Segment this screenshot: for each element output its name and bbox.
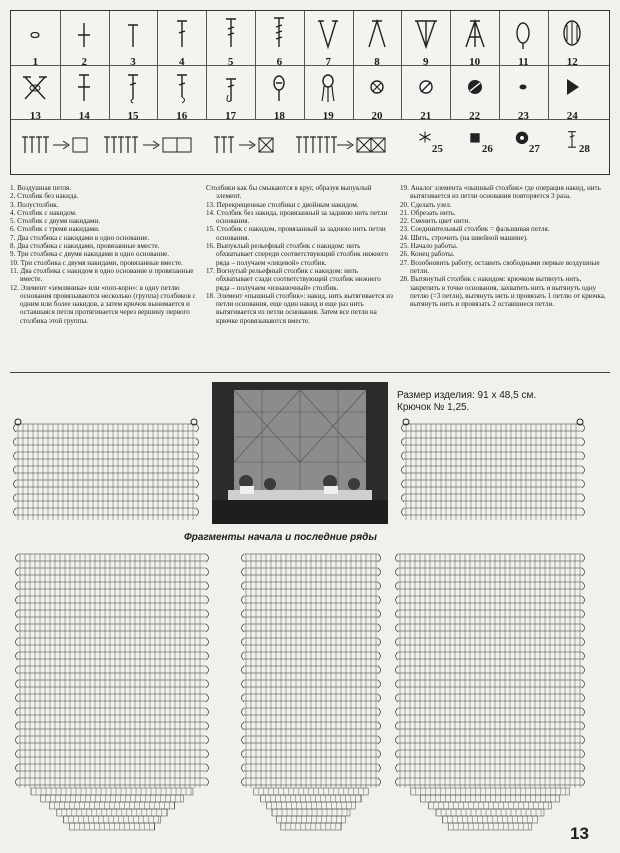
legend-item: 23. Соединительный столбик = фальшивая петля.	[400, 225, 550, 234]
chart-bottom-left	[12, 548, 212, 838]
legend-item: 18. Элемент «пышный столбик»: накид, нить вытягивается из петли основания, еще один накид и еще раз нить вытягивается из петли основания. Затем все петли на крючке провязываются вместе.	[206, 291, 393, 325]
legend-item: 16. Выпуклый рельефный столбик с накидом: нить обхватывает спереди соответствующий столбик нижнего ряда – получаем «лицевой» столбик.	[206, 242, 389, 267]
relief-back-icon	[167, 69, 197, 105]
size-info	[397, 390, 536, 414]
symbol-number: 23	[517, 110, 529, 122]
arrow-right-icon	[557, 69, 587, 105]
legend-item: 10. Три столбика с двумя накидами, провязанные вместе.	[10, 258, 183, 267]
size-line: Размер изделия: 91 х 48,5 см.	[397, 390, 537, 401]
symbol-number: 19	[322, 110, 334, 122]
symbol-number: 14	[78, 110, 90, 122]
legend-item: 28. Вытянутый столбик с накидом: крючком вытянуть нить, закрепить в точке основания, захватить нить и вытянуть одну петлю (=3 петли), вытянуть нить и провязать 1 петлю от крючка, вытянуть нить и провязать 2 оставшиеся петли.	[400, 275, 606, 309]
legend-item: 26. Конец работы.	[400, 250, 455, 259]
section-divider	[10, 372, 610, 373]
treble-crochet-icon	[216, 15, 246, 51]
v-two-dc-icon	[313, 15, 343, 51]
legend-item: 6. Столбик с тремя накидами.	[10, 225, 100, 234]
sew-circle-icon	[460, 69, 490, 105]
legend-item: 13. Перекрещенные столбики с двойным накидом.	[206, 200, 359, 209]
relief-front-icon	[118, 69, 148, 105]
curtain-photo	[212, 382, 388, 524]
legend-item: 1. Воздушная петля.	[10, 184, 72, 192]
chart-bottom-right	[392, 548, 588, 838]
symbol-number: 27	[528, 143, 540, 155]
cluster-icon	[460, 15, 490, 51]
symbol-cell	[353, 11, 402, 66]
legend-item: 14. Столбик без накида, провязанный за заднюю нить петли основания.	[206, 208, 388, 226]
symbol-number: 5	[227, 56, 234, 68]
symbol-number: 22	[469, 110, 481, 122]
symbol-cell	[255, 11, 304, 66]
legend-item: 9. Три столбика с двумя накидами в одно основание.	[10, 250, 170, 259]
legend-column-2	[206, 184, 396, 325]
symbol-cell	[206, 11, 255, 66]
symbol-number: 21	[420, 110, 432, 122]
symbol-number: 16	[176, 110, 188, 122]
symbol-cell	[157, 65, 206, 120]
joining-diagram	[15, 129, 395, 169]
symbol-cell	[60, 11, 109, 66]
symbol-number: 2	[81, 56, 87, 68]
fragments-caption: Фрагменты начала и последние ряды	[184, 532, 377, 543]
symbol-cell	[499, 11, 548, 66]
symbol-cell	[451, 123, 500, 178]
page-number: 13	[570, 824, 589, 843]
crossed-stitch-icon	[20, 69, 50, 105]
symbol-cell	[548, 65, 597, 120]
symbol-number: 15	[127, 110, 139, 122]
symbol-number: 25	[431, 143, 443, 155]
chain-oval-icon	[20, 15, 50, 51]
chart-top-left	[10, 418, 202, 528]
legend-item: 11. Два столбика с накидом в одно основание и провязанные вместе.	[10, 266, 194, 284]
single-crochet-icon	[69, 15, 99, 51]
symbol-number: 4	[179, 56, 185, 68]
double-treble-icon	[264, 15, 294, 51]
symbol-cell	[499, 65, 548, 120]
symbol-number: 17	[225, 110, 237, 122]
cut-thread-icon	[313, 69, 343, 105]
legend-item: 15. Столбик с накидом, провязанный за заднюю нить петли основания.	[206, 225, 386, 242]
legend-item: 2. Столбик без накида.	[10, 192, 79, 201]
double-crochet-icon	[167, 15, 197, 51]
symbol-number: 12	[566, 56, 578, 68]
symbol-number: 20	[371, 110, 383, 122]
symbol-table	[10, 10, 610, 175]
symbol-number: 7	[325, 56, 331, 68]
legend-item: 27. Возобновить работу, оставить свободными первые воздушные петли.	[400, 258, 600, 275]
symbol-number: 1	[32, 56, 39, 68]
symbol-cell	[11, 11, 60, 66]
symbol-cell	[548, 123, 597, 178]
legend-item: 7. Два столбика с накидами в одно основание.	[10, 233, 150, 242]
dc2tog-icon	[362, 15, 392, 51]
symbol-number: 9	[423, 56, 429, 68]
chart-bottom-middle	[238, 548, 384, 838]
legend-column-1	[10, 184, 205, 325]
crossed-dc-icon	[69, 69, 99, 105]
symbol-cell	[401, 65, 450, 120]
legend-item: Столбики как бы смыкаются в круг, образуя выпуклый элемент.	[206, 184, 372, 201]
legend-item: 4. Столбик с накидом.	[10, 208, 77, 217]
symbol-number: 13	[29, 110, 41, 122]
legend-item: 3. Полустолбик.	[10, 200, 59, 209]
symbol-cell	[206, 65, 255, 120]
legend-item: 5. Столбик с двумя накидами.	[10, 217, 100, 226]
symbol-cell	[255, 65, 304, 120]
legend-item: 20. Сделать узел.	[400, 200, 452, 209]
symbol-cell	[353, 65, 402, 120]
legend-item: 24. Шить, строчить (на швейной машине).	[400, 233, 528, 242]
symbol-cell	[60, 65, 109, 120]
symbol-cell	[401, 123, 450, 178]
symbol-cell	[401, 11, 450, 66]
bobble-icon	[557, 15, 587, 51]
symbol-number: 3	[130, 56, 136, 68]
legend-item: 17. Вогнутый рельефный столбик с накидом: нить обхватывает сзади соответствующий столбик нижнего ряда – получаем «изнаночный» столбик.	[206, 266, 381, 292]
symbol-cell	[450, 65, 499, 120]
popcorn-icon	[508, 15, 538, 51]
symbol-number: 6	[276, 56, 283, 68]
symbol-number: 24	[566, 110, 578, 122]
circle-x-icon	[362, 69, 392, 105]
symbol-cell	[109, 65, 158, 120]
symbol-cell	[498, 123, 547, 178]
symbol-cell	[11, 65, 60, 120]
symbol-number: 11	[518, 56, 529, 68]
hook-line: Крючок № 1,25.	[397, 402, 470, 413]
symbol-cell	[109, 11, 158, 66]
start-dot-icon	[508, 69, 538, 105]
legend-item: 12. Элемент «земляника» или «поп-корн»: в одну петлю основания провязываются несколько (группа) столбиков с одним или более накидов, а затем крючок вынимается и оставшаяся петля протягивается через вершину первого столбика этой группы.	[10, 283, 196, 325]
symbol-number: 8	[374, 56, 380, 68]
legend-item: 19. Аналог элемента «пышный столбик» где операция накид, нить вытягивается из петли основания повторяется 3 раза.	[400, 184, 601, 201]
symbol-cell	[157, 11, 206, 66]
puff-stitch-icon	[216, 69, 246, 105]
v-shell-icon	[411, 15, 441, 51]
legend-item: 25. Начало работы.	[400, 242, 458, 251]
symbol-cell	[450, 11, 499, 66]
legend-item: 21. Обрезать нить.	[400, 208, 456, 217]
symbol-cell	[304, 11, 353, 66]
knot-icon	[264, 69, 294, 105]
slip-stitch-icon	[411, 69, 441, 105]
symbol-number: 10	[469, 56, 481, 68]
symbol-cell	[548, 11, 597, 66]
legend-column-3	[400, 184, 612, 308]
symbol-number: 28	[578, 143, 590, 155]
symbol-number: 18	[273, 110, 285, 122]
legend-item: 8. Два столбика с накидами, провязанные вместе.	[10, 242, 160, 251]
symbol-number: 26	[481, 143, 493, 155]
symbol-cell	[304, 65, 353, 120]
half-double-crochet-icon	[118, 15, 148, 51]
legend-item: 22. Сменить цвет нити.	[400, 217, 471, 226]
chart-top-right	[398, 418, 588, 528]
